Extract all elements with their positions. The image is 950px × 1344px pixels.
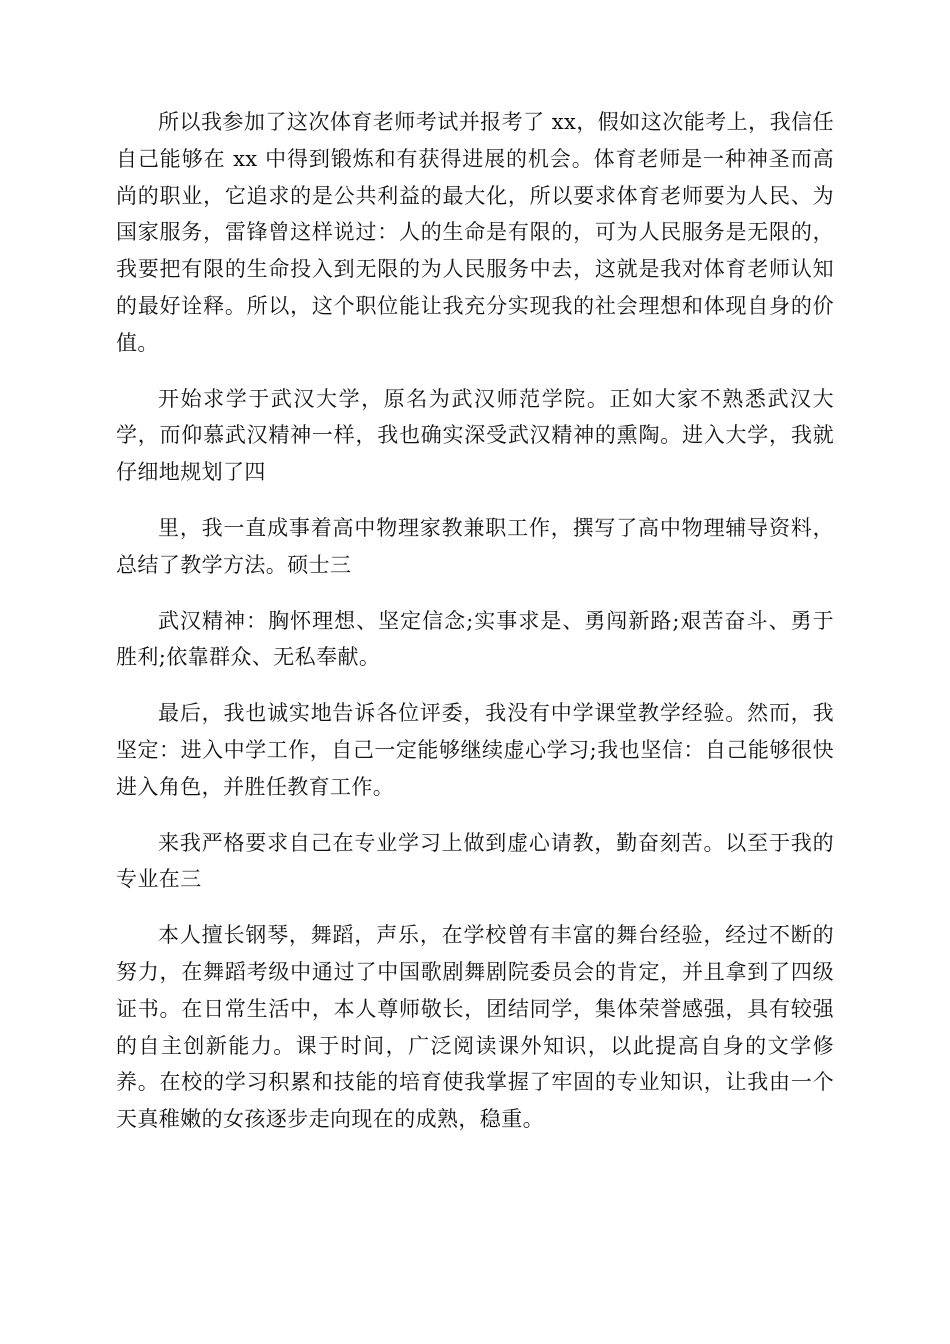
- paragraph-5: 最后，我也诚实地告诉各位评委，我没有中学课堂教学经验。然而，我坚定：进入中学工作，自己一定能够继续虚心学习;我也坚信：自己能够很快进入角色，并胜任教育工作。: [116, 701, 834, 799]
- paragraph-6: 来我严格要求自己在专业学习上做到虚心请教，勤奋刻苦。以至于我的专业在三: [116, 830, 834, 892]
- paragraph-3: 里，我一直成事着高中物理家教兼职工作，撰写了高中物理辅导资料，总结了教学方法。硕士三: [116, 515, 834, 577]
- document-page: [116, 104, 834, 1157]
- paragraph-2: 开始求学于武汉大学，原名为武汉师范学院。正如大家不熟悉武汉大学，而仰慕武汉精神一样，我也确实深受武汉精神的熏陶。进入大学，我就仔细地规划了四: [116, 386, 834, 485]
- paragraph-4: 武汉精神：胸怀理想、坚定信念;实事求是、勇闯新路;艰苦奋斗、勇于胜利;依靠群众、无私奉献。: [116, 608, 834, 670]
- paragraph-7: 本人擅长钢琴，舞蹈，声乐，在学校曾有丰富的舞台经验，经过不断的努力，在舞蹈考级中通过了中国歌剧舞剧院委员会的肯定，并且拿到了四级证书。在日常生活中，本人尊师敬长，团结同学，集体荣誉感强，具有较强的自主创新能力。课于时间，广泛阅读课外知识，以此提高自身的文学修养。在校的学习积累和技能的培育使我掌握了牢固的专业知识，让我由一个天真稚嫩的女孩逐步走向现在的成熟，稳重。: [116, 923, 834, 1132]
- paragraph-1: 所以我参加了这次体育老师考试并报考了 xx，假如这次能考上，我信任自己能够在 xx 中得到锻炼和有获得进展的机会。体育老师是一种神圣而高尚的职业，它追求的是公共利益的最大化，所以要求体育老师要为人民、为国家服务，雷锋曾这样说过：人的生命是有限的，可为人民服务是无限的，我要把有限的生命投入到无限的为人民服务中去，这就是我对体育老师认知的最好诠释。所以，这个职位能让我充分实现我的社会理想和体现自身的价值。: [116, 110, 834, 355]
